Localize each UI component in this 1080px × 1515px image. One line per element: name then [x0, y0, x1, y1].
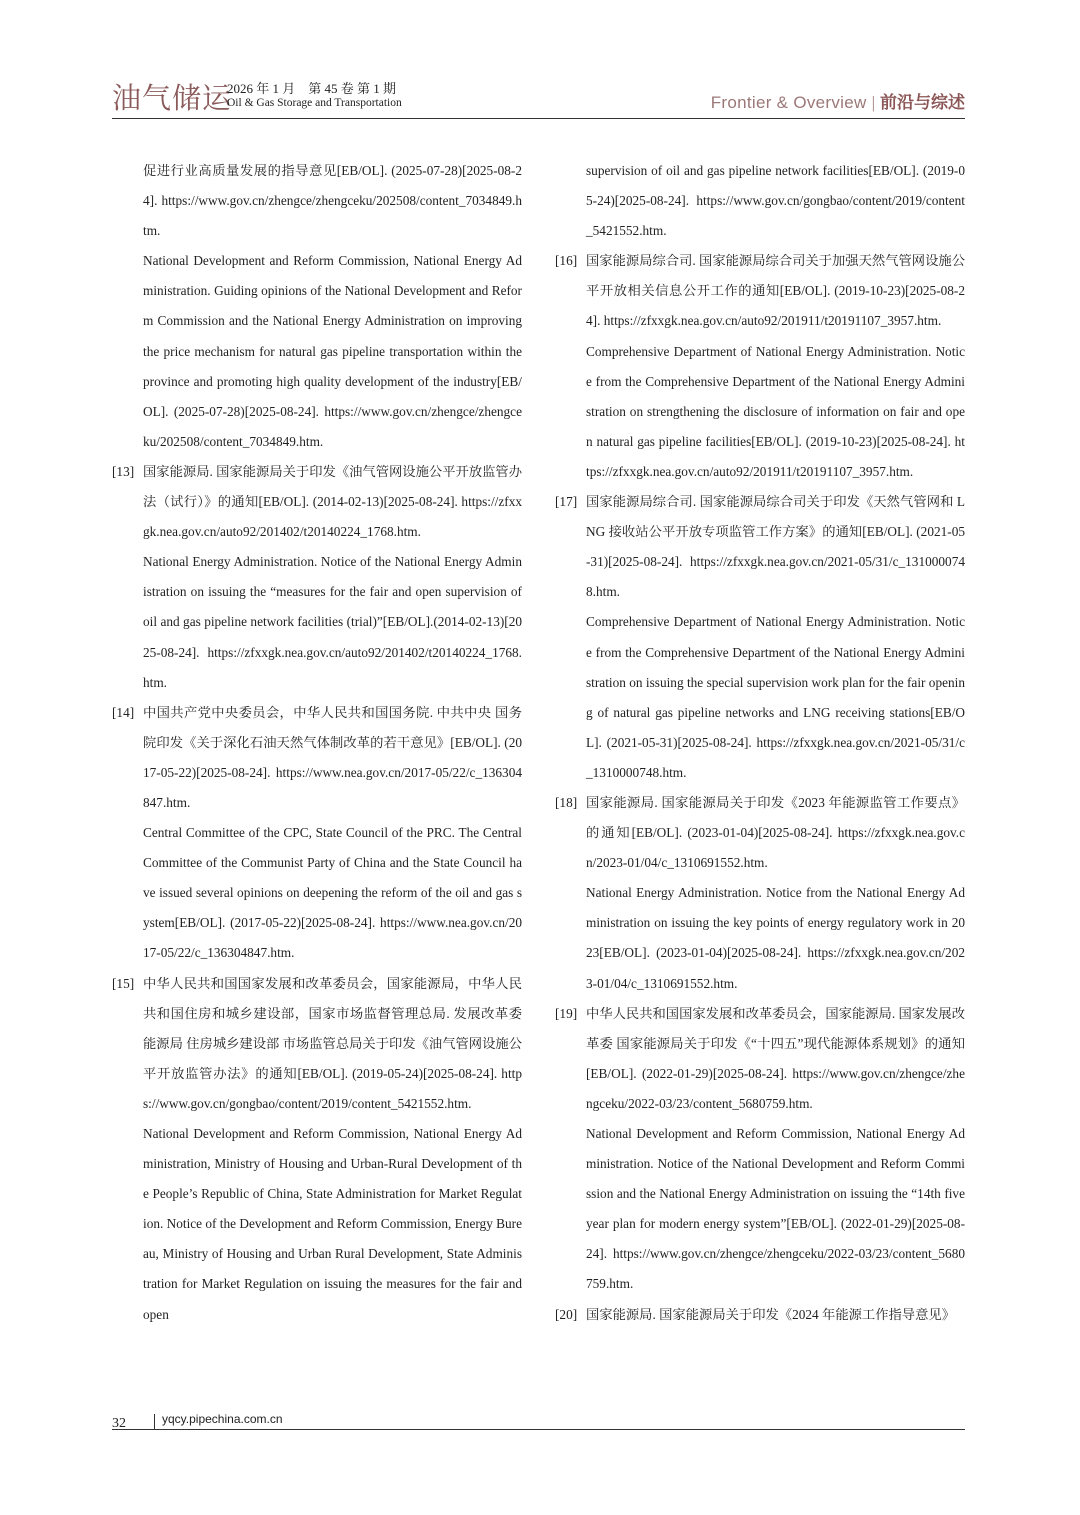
reference-item — [555, 999, 965, 1300]
reference-zh: 中国共产党中央委员会，中华人民共和国国务院. 中共中央 国务院印发《关于深化石油天然气体制改革的若干意见》[EB/OL]. (2017-05-22)[2025-08-24]. https://www.nea.gov.cn/2017-05/22/c_136304847.htm. — [143, 704, 522, 810]
header-rule — [112, 118, 965, 119]
reference-zh: 国家能源局综合司. 国家能源局综合司关于加强天然气管网设施公平开放相关信息公开工作的通知[EB/OL]. (2019-10-23)[2025-08-24]. https://zfxxgk.nea.gov.cn/auto92/201911/t20191107_3957.htm. — [586, 253, 965, 329]
reference-en: National Development and Reform Commission, National Energy Administration. Notice of the National Development and Reform Commission and the National Energy Administration on issuing the “14th five year plan for modern energy system”[EB/OL]. (2022-01-29)[2025-08-24]. https://www.gov.cn/zhengce/zhengceku/2022-03/23/content_5680759.htm. — [586, 1126, 965, 1292]
reference-item — [112, 969, 522, 1330]
reference-zh: 中华人民共和国国家发展和改革委员会，国家能源局. 国家发展改革委 国家能源局关于印发《“十四五”现代能源体系规划》的通知[EB/OL]. (2022-01-29)[2025-08-24]. https://www.gov.cn/zhengce/zhengceku/2022-03/23/content_5680759.htm. — [586, 1005, 965, 1111]
reference-en: Central Committee of the CPC, State Council of the PRC. The Central Committee of the Communist Party of China and the State Council have issued several opinions on deepening the reform of the oil and gas system[EB/OL]. (2017-05-22)[2025-08-24]. https://www.nea.gov.cn/2017-05/22/c_136304847.htm. — [143, 825, 522, 961]
page-header — [112, 72, 965, 118]
reference-number: [17] — [555, 494, 578, 510]
reference-item — [555, 1300, 965, 1330]
reference-zh: 国家能源局. 国家能源局关于印发《油气管网设施公平开放监管办法（试行）》的通知[EB/OL]. (2014-02-13)[2025-08-24]. https://zfxxgk.nea.gov.cn/auto92/201402/t20140224_1768.htm. — [143, 463, 522, 540]
section-separator: | — [871, 93, 875, 112]
reference-number: [16] — [555, 253, 578, 269]
reference-en: Comprehensive Department of National Energy Administration. Notice from the Comprehensive Department of the National Energy Administration on strengthening the disclosure of information on fair and open natural gas pipeline facilities[EB/OL]. (2019-10-23)[2025-08-24]. https://zfxxgk.nea.gov.cn/auto92/201911/t20191107_3957.htm. — [586, 343, 965, 479]
reference-zh: 促进行业高质量发展的指导意见[EB/OL]. (2025-07-28)[2025-08-24]. https://www.gov.cn/zhengce/zhengceku/202508/content_7034849.htm. — [143, 163, 522, 239]
reference-zh: 国家能源局. 国家能源局关于印发《2023 年能源监管工作要点》的通知[EB/OL]. (2023-01-04)[2025-08-24]. https://zfxxgk.nea.gov.cn/2023-01/04/c_1310691552.htm. — [586, 794, 965, 871]
reference-column-right — [555, 156, 965, 1330]
reference-en: National Development and Reform Commission, National Energy Administration, Ministry of Housing and Urban-Rural Development of the People’s Republic of China, State Administration for Market Regulation. Notice of the Development and Reform Commission, Energy Bureau, Ministry of Housing and Urban Rural Development, State Administration for Market Regulation on issuing the measures for the fair and open — [143, 1126, 523, 1322]
footer-rule — [112, 1429, 965, 1430]
page-number: 32 — [112, 1416, 126, 1431]
section-title-zh: 前沿与综述 — [880, 93, 965, 113]
journal-website: yqcy.pipechina.com.cn — [162, 1412, 283, 1426]
reference-number: [19] — [555, 1005, 578, 1021]
footer-divider — [154, 1414, 155, 1429]
reference-item — [555, 246, 965, 487]
reference-number: [18] — [555, 794, 578, 810]
reference-number: [13] — [112, 463, 135, 479]
reference-en: supervision of oil and gas pipeline network facilities[EB/OL]. (2019-05-24)[2025-08-24]. https://www.gov.cn/gongbao/content/2019/content_5421552.htm. — [586, 163, 965, 239]
reference-zh: 国家能源局综合司. 国家能源局综合司关于印发《天然气管网和 LNG 接收站公平开放专项监管工作方案》的通知[EB/OL]. (2021-05-31)[2025-08-24]. https://zfxxgk.nea.gov.cn/2021-05/31/c_1310000748.htm. — [586, 494, 965, 600]
reference-en: Comprehensive Department of National Energy Administration. Notice from the Comprehensive Department of the National Energy Administration on issuing the special supervision work plan for the fair opening of natural gas pipeline networks and LNG receiving stations[EB/OL]. (2021-05-31)[2025-08-24]. https://zfxxgk.nea.gov.cn/2021-05/31/c_1310000748.htm. — [586, 614, 965, 780]
reference-en: National Energy Administration. Notice from the National Energy Administration on issuing the key points of energy regulatory work in 2023[EB/OL]. (2023-01-04)[2025-08-24]. https://zfxxgk.nea.gov.cn/2023-01/04/c_1310691552.htm. — [586, 885, 965, 991]
reference-number: [14] — [112, 704, 135, 720]
reference-item — [555, 487, 965, 788]
reference-item — [112, 156, 522, 457]
reference-item — [555, 788, 965, 999]
journal-name-en: Oil & Gas Storage and Transportation — [227, 97, 402, 109]
reference-zh: 中华人民共和国国家发展和改革委员会，国家能源局，中华人民共和国住房和城乡建设部，国家市场监督管理总局. 发展改革委 能源局 住房城乡建设部 市场监管总局关于印发《油气管网设施公平开放监管办法》的通知[EB/OL]. (2019-05-24)[2025-08-24]. https://www.gov.cn/gongbao/content/2019/content_5421552.htm. — [143, 975, 522, 1111]
reference-zh: 国家能源局. 国家能源局关于印发《2024 年能源工作指导意见》 — [586, 1306, 955, 1322]
section-title — [711, 88, 965, 113]
reference-item — [112, 698, 522, 969]
reference-item — [555, 156, 965, 246]
section-title-en: Frontier & Overview — [710, 93, 867, 112]
reference-en: National Energy Administration. Notice of the National Energy Administration on issuing the “measures for the fair and open supervision of oil and gas pipeline network facilities (trial)”[EB/OL].(2014-02-13)[2025-08-24]. https://zfxxgk.nea.gov.cn/auto92/201402/t20140224_1768.htm. — [143, 554, 522, 690]
reference-item — [112, 457, 522, 698]
issue-info: 2026 年 1 月 第 45 卷 第 1 期 — [227, 81, 397, 96]
reference-number: [20] — [555, 1306, 578, 1322]
journal-logo: 油气储运 — [112, 81, 233, 115]
reference-number: [15] — [112, 975, 135, 991]
reference-column-left — [112, 156, 522, 1330]
reference-en: National Development and Reform Commission, National Energy Administration. Guiding opinions of the National Development and Reform Commission and the National Energy Administration on improving the price mechanism for natural gas pipeline transportation within the province and promoting high quality development of the industry[EB/OL]. (2025-07-28)[2025-08-24]. https://www.gov.cn/zhengce/zhengceku/202508/content_7034849.htm. — [143, 253, 522, 449]
